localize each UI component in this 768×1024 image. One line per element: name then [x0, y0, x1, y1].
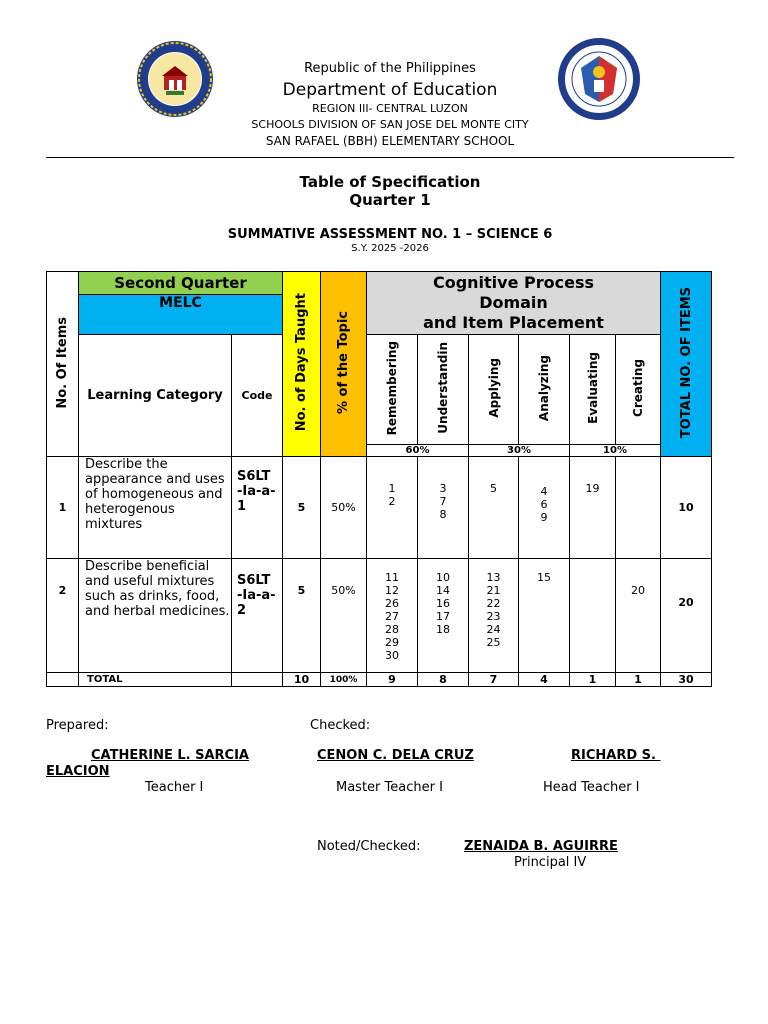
analyzing-items: 4 6 9 [519, 457, 570, 559]
head-teacher-surname: ELACION [46, 764, 110, 779]
evaluating-items: 19 [570, 457, 616, 559]
document-title: Table of Specification [299, 173, 481, 191]
total-days: 10 [283, 673, 321, 687]
cognitive-domain-header: Cognitive Process Domain and Item Placement [367, 272, 661, 335]
total-evaluating: 1 [570, 673, 616, 687]
principal-title: Principal IV [514, 855, 587, 870]
creating-items: 20 [616, 559, 661, 673]
weight-lower: 60% [367, 445, 469, 457]
total-analyzing: 4 [519, 673, 570, 687]
preparer-name: CATHERINE L. SARCIA [91, 748, 249, 763]
total-label: TOTAL [79, 673, 232, 687]
days-taught: 5 [283, 559, 321, 673]
school-text: SAN RAFAEL (BBH) ELEMENTARY SCHOOL [265, 134, 515, 148]
total-percent: 100% [321, 673, 367, 687]
learning-category-header: Learning Category [79, 335, 232, 457]
grand-total: 30 [661, 673, 712, 687]
creating-items [616, 457, 661, 559]
learning-category: Describe beneficial and useful mixtures such as drinks, food, and herbal medicines. [79, 559, 232, 673]
department-title: Department of Education [282, 80, 498, 100]
days-taught: 5 [283, 457, 321, 559]
checked-label: Checked: [310, 718, 371, 733]
row-number: 2 [47, 559, 79, 673]
melc-code: S6LT -Ia-a- 1 [232, 457, 283, 559]
header-divider [46, 157, 734, 158]
row-total: 10 [661, 457, 712, 559]
assessment-title: SUMMATIVE ASSESSMENT NO. 1 – SCIENCE 6 [227, 227, 553, 242]
remembering-items: 11 12 26 27 28 29 30 [367, 559, 418, 673]
republic-text: Republic of the Philippines [304, 61, 476, 76]
applying-header: Applying [469, 335, 519, 445]
prepared-label: Prepared: [46, 718, 109, 733]
code-header: Code [232, 335, 283, 457]
melc-code: S6LT -Ia-a- 2 [232, 559, 283, 673]
understanding-items: 10 14 16 17 18 [418, 559, 469, 673]
total-applying: 7 [469, 673, 519, 687]
melc-header: MELC [79, 295, 283, 335]
document-subtitle: Quarter 1 [349, 191, 431, 209]
total-row [47, 673, 712, 687]
region-text: REGION III- CENTRAL LUZON [312, 102, 468, 115]
principal-name: ZENAIDA B. AGUIRRE [464, 839, 618, 854]
quarter-header: Second Quarter [79, 272, 283, 295]
topic-percent: 50% [321, 559, 367, 673]
school-year: S.Y. 2025 -2026 [351, 243, 429, 254]
row-total: 20 [661, 559, 712, 673]
total-code-blank [232, 673, 283, 687]
evaluating-header: Evaluating [570, 335, 616, 445]
specification-table [46, 271, 712, 687]
noted-label: Noted/Checked: [317, 839, 421, 854]
division-text: SCHOOLS DIVISION OF SAN JOSE DEL MONTE CITY [251, 118, 529, 131]
total-understanding: 8 [418, 673, 469, 687]
head-teacher-title: Head Teacher I [543, 780, 640, 795]
applying-items: 13 21 22 23 24 25 [469, 559, 519, 673]
checker-title: Master Teacher I [336, 780, 443, 795]
total-blank [47, 673, 79, 687]
topic-percent: 50% [321, 457, 367, 559]
table-row [47, 457, 712, 559]
head-teacher-name: RICHARD S. [571, 748, 661, 763]
analyzing-items: 15 [519, 559, 570, 673]
row-number: 1 [47, 457, 79, 559]
table-row [47, 559, 712, 673]
analyzing-header: Analyzing [519, 335, 570, 445]
checker-name: CENON C. DELA CRUZ [317, 748, 474, 763]
total-items-header: TOTAL NO. OF ITEMS [661, 272, 712, 457]
learning-category: Describe the appearance and uses of homogeneous and heterogenous mixtures [79, 457, 232, 559]
understanding-items: 3 7 8 [418, 457, 469, 559]
preparer-title: Teacher I [145, 780, 204, 795]
creating-header: Creating [616, 335, 661, 445]
days-taught-header: No. of Days Taught [283, 272, 321, 457]
remembering-header: Remembering [367, 335, 418, 445]
weight-higher: 10% [570, 445, 661, 457]
topic-percent-header: % of the Topic [321, 272, 367, 457]
applying-items: 5 [469, 457, 519, 559]
understanding-header: Understandin [418, 335, 469, 445]
total-creating: 1 [616, 673, 661, 687]
evaluating-items [570, 559, 616, 673]
total-remembering: 9 [367, 673, 418, 687]
no-of-items-header: No. Of Items [47, 272, 79, 457]
remembering-items: 1 2 [367, 457, 418, 559]
weight-middle: 30% [469, 445, 570, 457]
